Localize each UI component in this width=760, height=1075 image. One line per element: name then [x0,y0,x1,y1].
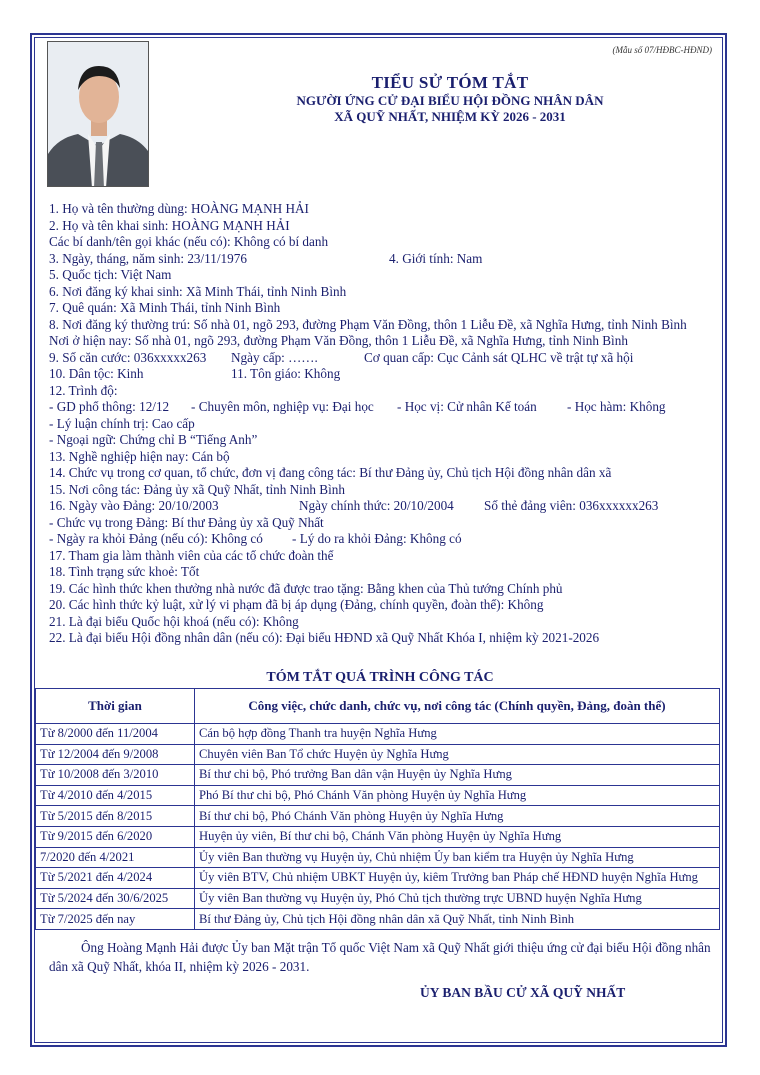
general-education: - GD phổ thông: 12/12 [49,399,170,414]
row-time: Từ 9/2015 đến 6/2020 [36,826,195,847]
degree: - Học vị: Cử nhân Kế toán [397,399,537,414]
table-row [36,868,720,889]
party-card-number: Số thẻ đảng viên: 036xxxxxx263 [484,498,659,513]
table-row [36,806,720,827]
portrait-photo [47,41,149,187]
info-line: 17. Tham gia làm thành viên của các tổ chức đoàn thể [49,547,334,563]
info-line: 1. Họ và tên thường dùng: HOÀNG MẠNH HẢI [49,201,309,216]
table-row [36,826,720,847]
row-job: Huyện ủy viên, Bí thư chi bộ, Chánh Văn phòng Huyện ủy Nghĩa Hưng [195,826,720,847]
info-line [49,399,714,416]
table-row [36,909,720,930]
info-line [49,366,714,383]
work-history-rows [36,724,720,930]
info-line: - Lý luận chính trị: Cao cấp [49,415,195,431]
info-line [49,251,714,268]
row-job: Bí thư Đảng ủy, Chủ tịch Hội đồng nhân dân xã Quỹ Nhất, tỉnh Ninh Bình [195,909,720,930]
work-history-table [35,688,720,930]
info-line: - Ngoại ngữ: Chứng chỉ B “Tiếng Anh” [49,432,258,447]
info-line: 21. Là đại biểu Quốc hội khoá (nếu có): Không [49,613,299,629]
party-join-date: 16. Ngày vào Đảng: 20/10/2003 [49,498,219,513]
id-number: 9. Số căn cước: 036xxxxx263 [49,349,207,365]
id-issue-date: Ngày cấp: ……. [231,349,318,365]
row-job: Phó Bí thư chi bộ, Phó Chánh Văn phòng Huyện ủy Nghĩa Hưng [195,785,720,806]
info-line: 14. Chức vụ trong cơ quan, tổ chức, đơn vị đang công tác: Bí thư Đảng ủy, Chủ tịch Hội đồng nhân dân xã [49,465,612,480]
table-row [36,744,720,765]
info-line: 8. Nơi đăng ký thường trú: Số nhà 01, ngõ 293, đường Phạm Văn Đồng, thôn 1 Liễu Đề, xã Nghĩa Hưng, tỉnh Ninh Bình [49,316,687,332]
row-job: Ủy viên Ban thường vụ Huyện ủy, Phó Chủ tịch thường trực UBND huyện Nghĩa Hưng [195,888,720,909]
party-official-date: Ngày chính thức: 20/10/2004 [299,498,454,513]
info-line [49,498,714,515]
specialty: - Chuyên môn, nghiệp vụ: Đại học [191,399,374,414]
row-job: Ủy viên BTV, Chủ nhiệm UBKT Huyện ủy, kiêm Trưởng ban Pháp chế HĐND huyện Nghĩa Hưng [195,868,720,889]
table-row [36,888,720,909]
gender: 4. Giới tính: Nam [389,250,483,266]
info-line [49,350,714,367]
row-time: Từ 10/2008 đến 3/2010 [36,765,195,786]
table-header-row [36,689,720,724]
info-line: 19. Các hình thức khen thưởng nhà nước đã được trao tặng: Bằng khen của Thủ tướng Chính phủ [49,580,563,596]
info-line: 15. Nơi công tác: Đảng ủy xã Quỹ Nhất, tỉnh Ninh Bình [49,481,345,497]
signature-committee: ỦY BAN BẦU CỬ XÃ QUỸ NHẤT [420,985,626,1000]
info-line: - Chức vụ trong Đảng: Bí thư Đảng ủy xã Quỹ Nhất [49,514,324,530]
table-row [36,847,720,868]
table-row [36,785,720,806]
row-job: Ủy viên Ban thường vụ Huyện ủy, Chủ nhiệm Ủy ban kiểm tra Huyện ủy Nghĩa Hưng [195,847,720,868]
row-job: Cán bộ hợp đồng Thanh tra huyện Nghĩa Hưng [195,724,720,745]
row-job: Bí thư chi bộ, Phó trưởng Ban dân vận Huyện ủy Nghĩa Hưng [195,765,720,786]
info-line: 2. Họ và tên khai sinh: HOÀNG MẠNH HẢI [49,217,290,233]
info-line: 7. Quê quán: Xã Minh Thái, tỉnh Ninh Bình [49,300,281,315]
info-line: 22. Là đại biểu Hội đồng nhân dân (nếu có): Đại biểu HĐND xã Quỹ Nhất Khóa I, nhiệm kỳ 2021-2026 [49,630,600,645]
row-time: 7/2020 đến 4/2021 [36,847,195,868]
row-time: Từ 5/2021 đến 4/2024 [36,868,195,889]
row-time: Từ 4/2010 đến 4/2015 [36,785,195,806]
party-leave-reason: - Lý do ra khỏi Đảng: Không có [292,531,462,546]
row-job: Chuyên viên Ban Tổ chức Huyện ủy Nghĩa Hưng [195,744,720,765]
personal-info [49,201,714,647]
row-time: Từ 5/2015 đến 8/2015 [36,806,195,827]
title-line-2: NGƯỜI ỨNG CỬ ĐẠI BIỂU HỘI ĐỒNG NHÂN DÂN [296,93,604,108]
row-time: Từ 12/2004 đến 9/2008 [36,744,195,765]
info-line: Các bí danh/tên gọi khác (nếu có): Không có bí danh [49,234,329,249]
portrait-image [48,42,149,187]
info-line: 20. Các hình thức kỷ luật, xử lý vi phạm đã bị áp dụng (Đảng, chính quyền, đoàn thể): Không [49,597,544,612]
info-line: 18. Tình trạng sức khoẻ: Tốt [49,564,200,579]
title-block [230,73,670,125]
ethnicity: 10. Dân tộc: Kinh [49,366,144,381]
birth-date: 3. Ngày, tháng, năm sinh: 23/11/1976 [49,250,247,266]
column-header-time: Thời gian [36,689,195,724]
nomination-statement: Ông Hoàng Mạnh Hải được Ủy ban Mặt trận Tổ quốc Việt Nam xã Quỹ Nhất giới thiệu ứng cử đại biểu Hội đồng nhân dân xã Quỹ Nhất, khóa II, nhiệm kỳ 2026 - 2031. [49,940,711,974]
party-leave-date: - Ngày ra khỏi Đảng (nếu có): Không có [49,531,263,546]
row-time: Từ 8/2000 đến 11/2004 [36,724,195,745]
title-line-3: XÃ QUỸ NHẤT, NHIỆM KỲ 2026 - 2031 [334,109,566,124]
table-row [36,765,720,786]
info-line: 12. Trình độ: [49,382,118,398]
form-code: (Mẫu số 07/HĐBC-HĐND) [612,45,712,55]
table-row [36,724,720,745]
info-line: 6. Nơi đăng ký khai sinh: Xã Minh Thái, tỉnh Ninh Bình [49,283,347,299]
info-line [49,531,714,548]
academic-title: - Học hàm: Không [567,399,666,414]
row-time: Từ 7/2025 đến nay [36,909,195,930]
page-title: TIỂU SỬ TÓM TẮT [371,73,529,92]
info-line: Nơi ở hiện nay: Số nhà 01, ngõ 293, đường Phạm Văn Đồng, thôn 1 Liễu Đề, xã Nghĩa Hưng, tỉnh Ninh Bình [49,333,628,348]
religion: 11. Tôn giáo: Không [231,366,341,381]
work-history-title: TÓM TẮT QUÁ TRÌNH CÔNG TÁC [266,670,494,685]
info-line: 13. Nghề nghiệp hiện nay: Cán bộ [49,448,230,464]
column-header-job: Công việc, chức danh, chức vụ, nơi công tác (Chính quyền, Đảng, đoàn thể) [195,689,720,724]
row-time: Từ 5/2024 đến 30/6/2025 [36,888,195,909]
info-line: 5. Quốc tịch: Việt Nam [49,267,172,282]
row-job: Bí thư chi bộ, Phó Chánh Văn phòng Huyện ủy Nghĩa Hưng [195,806,720,827]
id-issuer: Cơ quan cấp: Cục Cảnh sát QLHC về trật tự xã hội [364,349,634,365]
